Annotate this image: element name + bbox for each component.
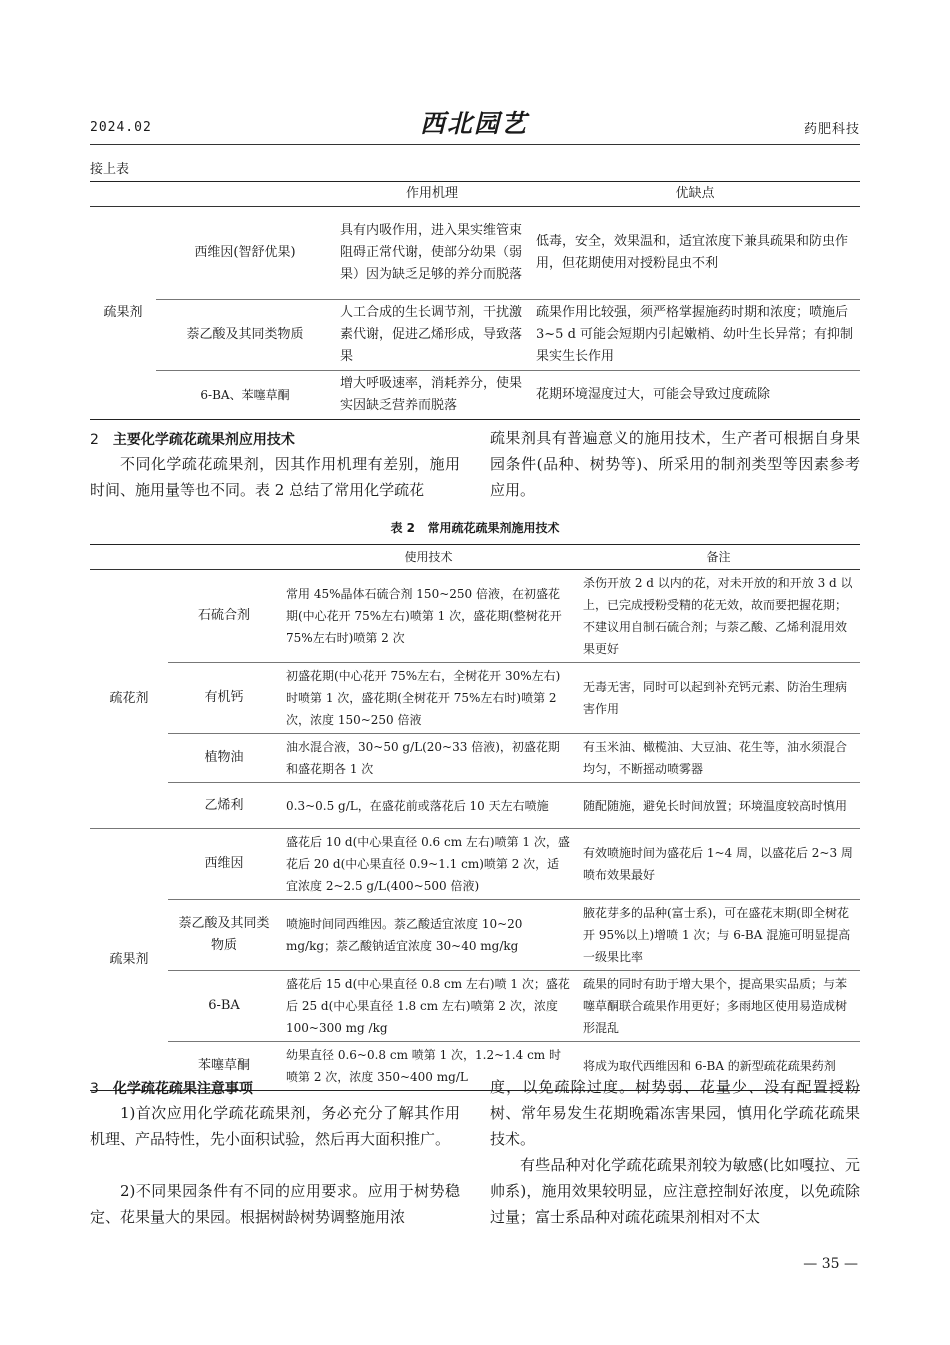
section-3-para-3: 度，以免疏除过度。树势弱、花量少、没有配置授粉树、常年易发生花期晚霜冻害果园，慎用化学疏花疏果技术。 bbox=[490, 1078, 860, 1148]
section-2-heading: 2 主要化学疏花疏果剂应用技术 bbox=[90, 432, 295, 448]
page-number: — 35 — bbox=[803, 1256, 858, 1272]
section-2-para-right: 疏果剂具有普遍意义的施用技术，生产者可根据自身果园条件(品种、树势等)、所采用的制剂类型等因素参考应用。 bbox=[490, 429, 860, 499]
agent-name: 植物油 bbox=[204, 750, 244, 765]
agent-name: 萘乙酸及其同类物质 bbox=[178, 916, 270, 953]
table-2-caption: 表 2 常用疏花疏果剂施用技术 bbox=[390, 521, 560, 535]
header-rule bbox=[90, 144, 860, 145]
note-cell: 杀伤开放 2 d 以内的花，对未开放的和开放 3 d 以上，已完成授粉受精的花无效，故而要把握花期；不建议用自制石硫合剂；与萘乙酸、乙烯利混用效果更好 bbox=[583, 576, 853, 656]
mechanism-cell: 增大呼吸速率，消耗养分，使果实因缺乏营养而脱落 bbox=[340, 376, 523, 413]
table-2 bbox=[90, 544, 860, 1091]
technique-cell: 盛花后 10 d(中心果直径 0.6 cm 左右)喷第 1 次，盛花后 20 d(中心果直径 0.9~1.1 cm)喷第 2 次，适宜浓度 2~2.5 g/L(400~500 倍液) bbox=[286, 835, 570, 893]
note-cell: 无毒无害，同时可以起到补充钙元素、防治生理病害作用 bbox=[583, 680, 848, 716]
technique-cell: 常用 45%晶体石硫合剂 150~250 倍液，在初盛花期(中心花开 75%左右)喷第 1 次，盛花期(整树花开 75%左右时)喷第 2 次 bbox=[286, 587, 562, 645]
agent-name: 有机钙 bbox=[204, 690, 244, 705]
continued-label: 接上表 bbox=[90, 162, 130, 177]
section-3-para-4: 有些品种对化学疏花疏果剂较为敏感(比如嘎拉、元帅系)，施用效果较明显，应注意控制好浓度，以免疏除过量；富士系品种对疏花疏果剂相对不太 bbox=[490, 1156, 860, 1226]
journal-logo: 西北园艺 bbox=[420, 109, 529, 138]
technique-cell: 0.3~0.5 g/L，在盛花前或落花后 10 天左右喷施 bbox=[286, 798, 549, 813]
section-3-para-1: 1)首次应用化学疏花疏果剂，务必充分了解其作用机理、产品特性，先小面积试验，然后再大面积推广。 bbox=[90, 1104, 460, 1148]
technique-cell: 喷施时间同西维因。萘乙酸适宜浓度 10~20 mg/kg；萘乙酸钠适宜浓度 30~40 mg/kg bbox=[286, 917, 523, 953]
pros-cons-cell: 疏果作用比较强，须严格掌握施药时期和浓度；喷施后 3~5 d 可能会短期内引起嫩梢、幼叶生长异常；有抑制果实生长作用 bbox=[536, 305, 854, 364]
mechanism-cell: 具有内吸作用，进入果实维管束阻碍正常代谢，使部分幼果（弱果）因为缺乏足够的养分而脱落 bbox=[340, 223, 523, 282]
technique-cell: 盛花后 15 d(中心果直径 0.8 cm 左右)喷 1 次；盛花后 25 d(中心果直径 1.8 cm 左右)喷第 2 次，浓度 100~300 mg /kg bbox=[286, 977, 570, 1035]
mechanism-cell: 人工合成的生长调节剂，干扰激素代谢，促进乙烯形成，导致落果 bbox=[340, 305, 523, 364]
technique-cell: 油水混合液，30~50 g/L(20~33 倍液)，初盛花期和盛花期各 1 次 bbox=[286, 740, 560, 776]
agent-name: 萘乙酸及其同类物质 bbox=[186, 327, 304, 342]
agent-name: 6-BA bbox=[208, 998, 240, 1013]
note-cell: 有效喷施时间为盛花后 1~4 周，以盛花后 2~3 周喷布效果最好 bbox=[583, 846, 853, 882]
agent-name: 6-BA、苯噻草酮 bbox=[200, 387, 290, 402]
section-2-para-left: 不同化学疏花疏果剂，因其作用机理有差别，施用时间、施用量等也不同。表 2 总结了常用化学疏花 bbox=[90, 455, 460, 499]
agent-name: 石硫合剂 bbox=[197, 608, 250, 623]
pros-cons-cell: 花期环境湿度过大，可能会导致过度疏除 bbox=[536, 387, 771, 402]
category-cell: 疏果剂 bbox=[90, 207, 156, 420]
pros-cons-cell: 低毒，安全，效果温和，适宜浓度下兼具疏果和防虫作用，但花期使用对授粉昆虫不利 bbox=[536, 234, 849, 271]
technique-cell: 幼果直径 0.6~0.8 cm 喷第 1 次，1.2~1.4 cm 时喷第 2 次，浓度 350~400 mg/L bbox=[286, 1048, 561, 1084]
header-technique: 使用技术 bbox=[280, 545, 577, 570]
agent-name: 乙烯利 bbox=[204, 797, 244, 813]
table-1 bbox=[90, 181, 860, 420]
section-name: 药肥科技 bbox=[803, 122, 860, 137]
note-cell: 随配随施，避免长时间放置；环境温度较高时慎用 bbox=[583, 798, 848, 813]
category-cell: 疏果剂 bbox=[90, 829, 168, 1091]
header-pros-cons: 优缺点 bbox=[530, 182, 860, 207]
technique-cell: 初盛花期(中心花开 75%左右，全树花开 30%左右)时喷第 1 次，盛花期(全树花开 75%左右时)喷第 2 次，浓度 150~250 倍液 bbox=[286, 669, 561, 727]
agent-name: 西维因(智舒优果) bbox=[194, 245, 296, 260]
header-note: 备注 bbox=[577, 545, 860, 570]
issue-date: 2024.02 bbox=[90, 120, 152, 135]
section-3-heading: 3 化学疏花疏果注意事项 bbox=[90, 1081, 253, 1097]
note-cell: 有玉米油、橄榄油、大豆油、花生等，油水须混合均匀，不断摇动喷雾器 bbox=[583, 740, 848, 776]
note-cell: 腋花芽多的品种(富士系)，可在盛花末期(即全树花开 95%以上)增喷 1 次；与 6-BA 混施可明显提高一级果比率 bbox=[583, 906, 851, 964]
header-mechanism: 作用机理 bbox=[334, 182, 530, 207]
agent-name: 苯噻草酮 bbox=[197, 1058, 250, 1073]
note-cell: 将成为取代西维因和 6-BA 的新型疏花疏果药剂 bbox=[583, 1059, 836, 1073]
note-cell: 疏果的同时有助于增大果个，提高果实品质；与苯噻草酮联合疏果作用更好；多雨地区使用易造成树形混乱 bbox=[583, 977, 848, 1035]
category-cell: 疏花剂 bbox=[90, 570, 168, 829]
section-3-para-2: 2)不同果园条件有不同的应用要求。应用于树势稳定、花果量大的果园。根据树龄树势调整施用浓 bbox=[90, 1182, 460, 1226]
agent-name: 西维因 bbox=[204, 856, 244, 871]
